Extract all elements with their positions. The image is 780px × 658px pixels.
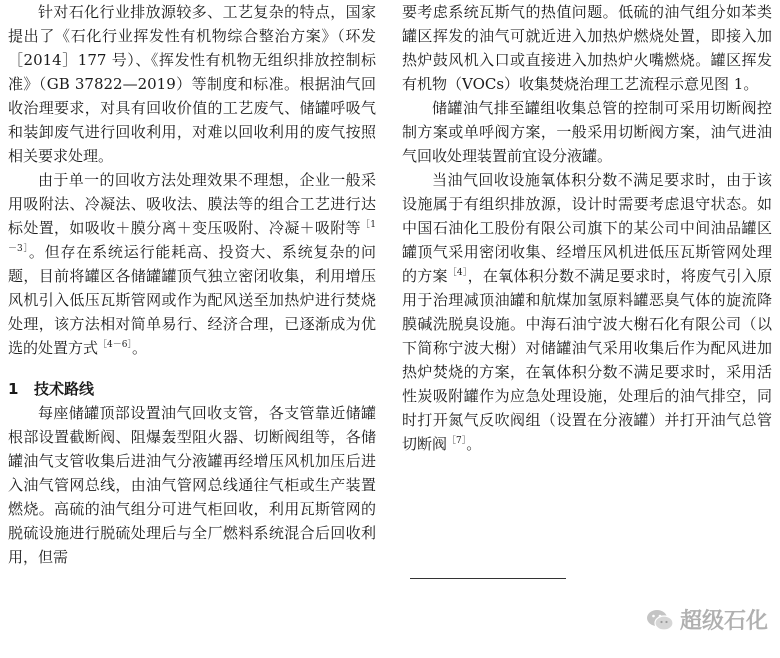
footnote-divider — [410, 578, 566, 579]
citation: ［4］ — [447, 268, 468, 278]
citation: ［1－3］ — [8, 220, 376, 254]
paragraph-text: 由于单一的回收方法处理效果不理想，企业一般采用吸附法、冷凝法、吸收法、膜法等的组合工艺进行达标处置，如吸收＋膜分离＋变压吸附、冷凝＋吸附等 — [8, 171, 376, 237]
wechat-icon — [646, 608, 674, 632]
paragraph-text: 。 — [466, 435, 482, 453]
citation: ［4－6］ — [98, 340, 132, 350]
paragraph-text: ，在氧体积分数不满足要求时，将废气引入原用于治理减顶油罐和航煤加氢原料罐恶臭气体的旋流降膜碱洗脱臭设施。中海石油宁波大榭石化有限公司（以下简称宁波大榭）对储罐油气采用收集后作为配风进加热炉焚烧的方案，在氧体积分数不满足要求时，采用活性炭吸附罐作为应急处理设施，处理后的油气排空，同时打开氮气反吹阀组（设置在分液罐）并打开油气总管切断阀 — [402, 267, 772, 453]
paragraph: 储罐油气排至罐组收集总管的控制可采用切断阀控制方案或单呼阀方案，一般采用切断阀方案，油气进油气回收处理装置前宜设分液罐。 — [402, 99, 772, 165]
paragraph-text: 。 — [131, 339, 147, 357]
paragraph: 针对石化行业排放源较多、工艺复杂的特点，国家提出了《石化行业挥发性有机物综合整治方案》（环发［2014］177 号）、《挥发性有机物无组织排放控制标准》（GB 37822—2019）等制度和标准。根据油气回收治理要求，对具有回收价值的工艺废气、储罐呼吸气和装卸废气进行回收利用，对难以回收利用的废气按照相关要求处理。 — [8, 3, 376, 165]
citation: ［7］ — [447, 436, 467, 446]
paragraph: 每座储罐顶部设置油气回收支管，各支管靠近储罐根部设置截断阀、阻爆轰型阻火器、切断阀组等，各储罐油气支管收集后进油气分液罐再经增压风机加压后进入油气管网总线，由油气管网总线通往气柜或生产装置燃烧。高硫的油气组分可进气柜回收，利用瓦斯管网的脱硫设施进行脱硫处理后与全厂燃料系统混合后回收利用，但需 — [8, 404, 376, 566]
paragraph — [402, 168, 772, 456]
watermark-text: 超级石化 — [679, 609, 768, 634]
paragraph-text: 。但存在系统运行能耗高、投资大、系统复杂的问题，目前将罐区各储罐罐顶气独立密闭收集，利用增压风机引入低压瓦斯管网或作为配风送至加热炉进行焚烧处理，该方法相对简单易行、经济合理，已逐渐成为优选的处置方式 — [8, 243, 376, 357]
left-column — [8, 0, 376, 569]
paragraph — [8, 168, 376, 360]
section-heading — [8, 377, 376, 401]
watermark — [646, 604, 768, 635]
section-title: 技术路线 — [34, 380, 95, 398]
paragraph: 要考虑系统瓦斯气的热值问题。低硫的油气组分如苯类罐区挥发的油气可就近进入加热炉燃烧处置，即接入加热炉鼓风机入口或直接进入加热炉火嘴燃烧。罐区挥发有机物（VOCs）收集焚烧治理工艺流程示意见图 1。 — [402, 3, 772, 93]
paragraph-text: 当油气回收设施氧体积分数不满足要求时，由于该设施属于有组织排放源，设计时需要考虑退守状态。如中国石油化工股份有限公司旗下的某公司中间油品罐区罐顶气采用密闭收集、经增压风机进低压瓦斯管网处理的方案 — [402, 171, 772, 285]
right-column — [402, 0, 772, 456]
section-number: 1 — [8, 380, 19, 398]
